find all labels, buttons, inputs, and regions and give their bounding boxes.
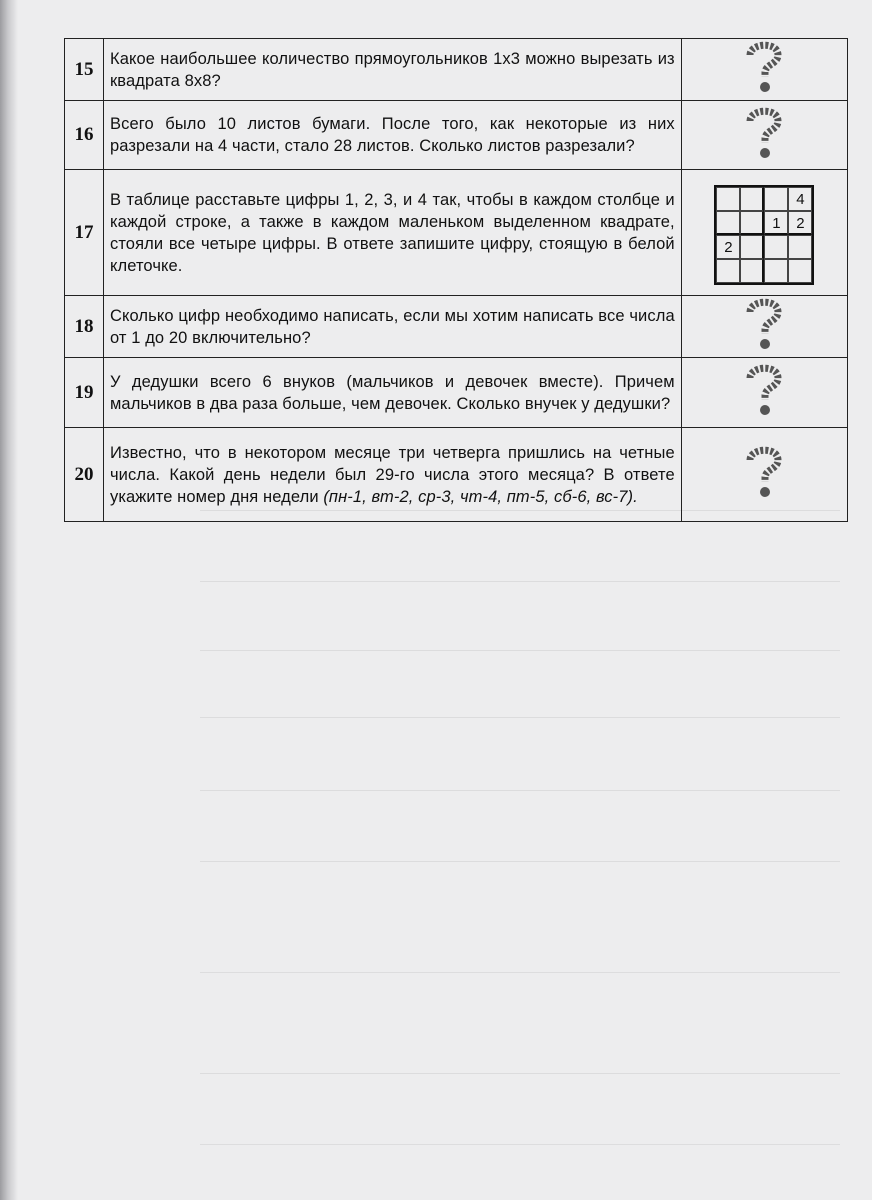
tasks-table [64, 38, 848, 522]
task-number: 18 [65, 296, 104, 358]
grid-cell [716, 187, 740, 211]
task-text-main: Известно, что в некотором месяце три четверга пришлись на четные числа. Какой день недели был 29-го числа этого месяца? В ответе укажите номер дня недели [109, 443, 675, 506]
question-mark-icon [681, 358, 847, 428]
grid-cell: 2 [788, 211, 812, 235]
task-text: У дедушки всего 6 внуков (мальчиков и девочек вместе). Причем мальчиков в два раза больше, чем девочек. Сколько внучек у дедушки? [103, 358, 681, 428]
question-mark-icon [681, 428, 847, 522]
grid-cell [764, 235, 788, 259]
task-text: Сколько цифр необходимо написать, если мы хотим написать все числа от 1 до 20 включительно? [103, 296, 681, 358]
grid-cell [740, 259, 764, 283]
question-mark-icon [681, 39, 847, 101]
task-row-17 [65, 170, 848, 296]
grid-cell [740, 211, 764, 235]
task-row-19 [65, 358, 848, 428]
question-mark-icon [681, 101, 847, 170]
grid-cell [764, 187, 788, 211]
task-number: 15 [65, 39, 104, 101]
task-row-16 [65, 101, 848, 170]
grid-cell [788, 235, 812, 259]
task-text: В таблице расставьте цифры 1, 2, 3, и 4 так, чтобы в каждом столбце и каждой строке, а также в каждом маленьком выделенном квадрате, стояли все четыре цифры. В ответе запишите цифру, стоящую в белой клеточке. [103, 170, 681, 296]
question-mark-icon [681, 296, 847, 358]
sudoku-grid [681, 170, 847, 296]
grid-cell: 4 [788, 187, 812, 211]
grid-cell [788, 259, 812, 283]
task-text: Всего было 10 листов бумаги. После того, как некоторые из них разрезали на 4 части, стало 28 листов. Сколько листов разрезали? [103, 101, 681, 170]
task-number: 20 [65, 428, 104, 522]
grid-cell [764, 259, 788, 283]
task-row-18 [65, 296, 848, 358]
scan-paper-edge [0, 0, 18, 1200]
task-text: Какое наибольшее количество прямоугольников 1х3 можно вырезать из квадрата 8х8? [103, 39, 681, 101]
grid-cell [716, 259, 740, 283]
task-row-15 [65, 39, 848, 101]
task-number: 16 [65, 101, 104, 170]
grid-cell: 2 [716, 235, 740, 259]
grid-cell [716, 211, 740, 235]
task-number: 19 [65, 358, 104, 428]
task-number: 17 [65, 170, 104, 296]
grid-cell: 1 [764, 211, 788, 235]
day-number-note: (пн-1, вт-2, ср-3, чт-4, пт-5, сб-6, вс-7). [323, 487, 638, 506]
task-text [103, 428, 681, 522]
grid-cell [740, 187, 764, 211]
grid-cell [740, 235, 764, 259]
task-row-20 [65, 428, 848, 522]
